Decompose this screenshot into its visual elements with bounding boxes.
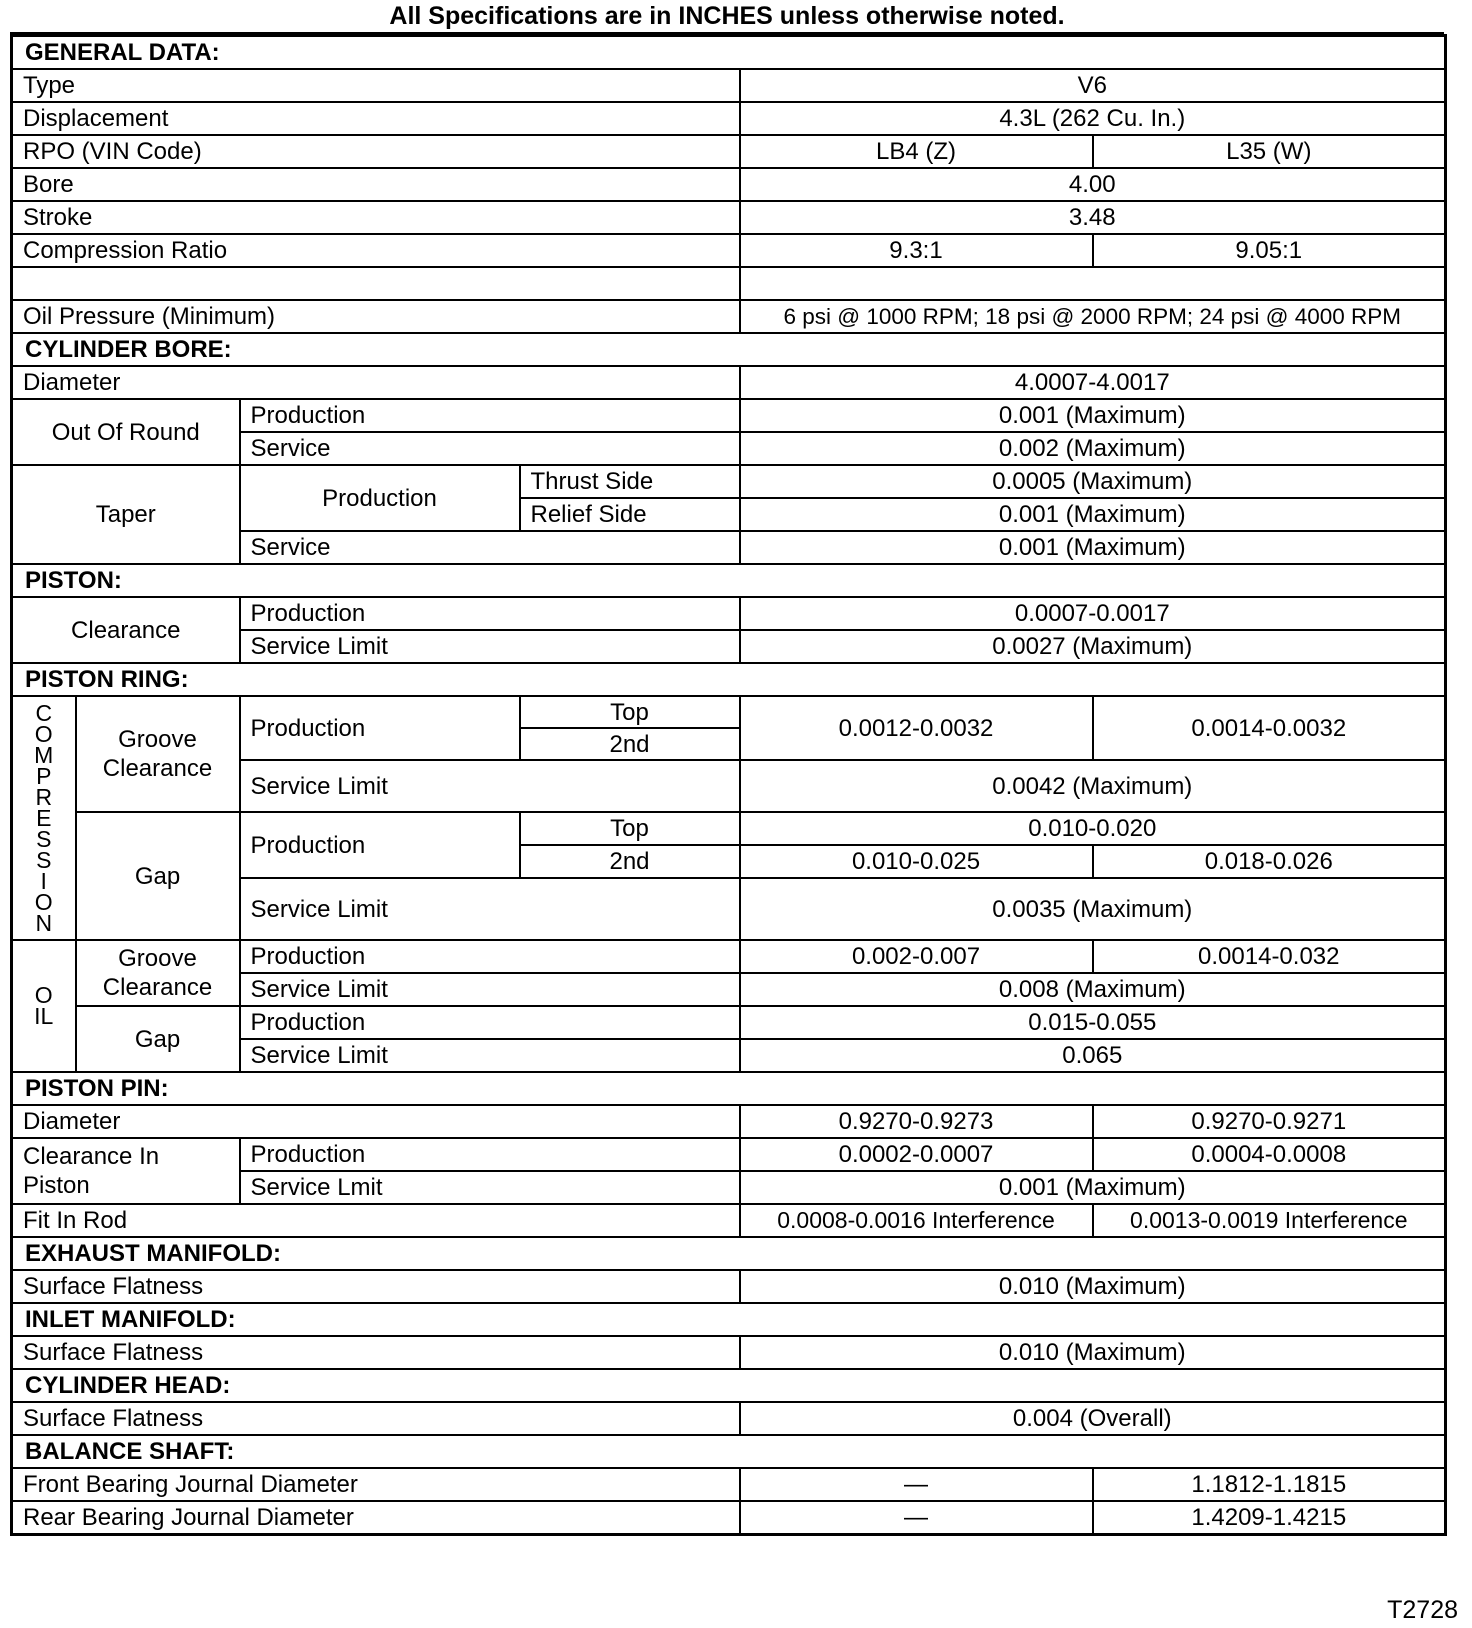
table-row bbox=[12, 201, 1446, 234]
table-row bbox=[12, 696, 1446, 728]
page-header: All Specifications are in INCHES unless otherwise noted. bbox=[10, 0, 1444, 35]
table-row bbox=[12, 1072, 1446, 1105]
row-label: Surface Flatness bbox=[12, 1270, 740, 1303]
row-value: 0.002 (Maximum) bbox=[740, 432, 1446, 465]
row-label: Bore bbox=[12, 168, 740, 201]
row-label: Displacement bbox=[12, 102, 740, 135]
row-label: Diameter bbox=[12, 1105, 740, 1138]
row-label: Production bbox=[240, 399, 740, 432]
row-value: 0.010 (Maximum) bbox=[740, 1270, 1446, 1303]
fit-lb4: 0.0008-0.0016 Interference bbox=[740, 1204, 1093, 1237]
row-label: Service Limit bbox=[240, 1039, 740, 1072]
section-exhaust-manifold: EXHAUST MANIFOLD: bbox=[12, 1237, 1446, 1270]
row-label: Production bbox=[240, 1138, 740, 1171]
row-label: Front Bearing Journal Diameter bbox=[12, 1468, 740, 1501]
clearance-label: Clearance bbox=[12, 597, 240, 663]
row-label: RPO (VIN Code) bbox=[12, 135, 740, 168]
out-of-round-label: Out Of Round bbox=[12, 399, 240, 465]
thrust-side-label: Thrust Side bbox=[520, 465, 740, 498]
top-label: Top bbox=[520, 812, 740, 845]
table-row bbox=[12, 69, 1446, 102]
row-label: Compression Ratio bbox=[12, 234, 740, 267]
section-cylinder-bore: CYLINDER BORE: bbox=[12, 333, 1446, 366]
row-value: 0.0007-0.0017 bbox=[740, 597, 1446, 630]
front-lb4: — bbox=[740, 1468, 1093, 1501]
row-label: Production bbox=[240, 812, 520, 878]
rpo-l35: L35 (W) bbox=[1093, 135, 1446, 168]
row-value: 0.008 (Maximum) bbox=[740, 973, 1446, 1006]
row-label: Service bbox=[240, 432, 740, 465]
section-piston-ring: PISTON RING: bbox=[12, 663, 1446, 696]
gap-2nd-l35: 0.018-0.026 bbox=[1093, 845, 1446, 878]
row-value: 0.0027 (Maximum) bbox=[740, 630, 1446, 663]
table-row bbox=[12, 135, 1446, 168]
oil-groove-clearance-label: Groove Clearance bbox=[76, 940, 240, 1006]
gap-label: Gap bbox=[76, 812, 240, 940]
row-label: Surface Flatness bbox=[12, 1402, 740, 1435]
table-row bbox=[12, 1402, 1446, 1435]
row-label: Service Lmit bbox=[240, 1171, 740, 1204]
row-label: Diameter bbox=[12, 366, 740, 399]
row-value: 0.0042 (Maximum) bbox=[740, 760, 1446, 812]
oil-groove-prod-lb4: 0.002-0.007 bbox=[740, 940, 1093, 973]
row-value: 0.001 (Maximum) bbox=[740, 531, 1446, 564]
table-row bbox=[12, 1501, 1446, 1535]
table-row bbox=[12, 564, 1446, 597]
row-label: Production bbox=[240, 1006, 740, 1039]
table-row bbox=[12, 168, 1446, 201]
row-value: 6 psi @ 1000 RPM; 18 psi @ 2000 RPM; 24 psi @ 4000 RPM bbox=[740, 300, 1446, 333]
clearance-in-piston-label: Clearance In Piston bbox=[12, 1138, 240, 1204]
row-label: Service bbox=[240, 531, 740, 564]
table-row bbox=[12, 465, 1446, 498]
row-label: Service Limit bbox=[240, 878, 740, 940]
table-row bbox=[12, 234, 1446, 267]
row-value: V6 bbox=[740, 69, 1446, 102]
table-row bbox=[12, 597, 1446, 630]
spec-table bbox=[10, 34, 1447, 1536]
pin-prod-lb4: 0.0002-0.0007 bbox=[740, 1138, 1093, 1171]
cr-l35: 9.05:1 bbox=[1093, 234, 1446, 267]
section-cylinder-head: CYLINDER HEAD: bbox=[12, 1369, 1446, 1402]
row-label: Rear Bearing Journal Diameter bbox=[12, 1501, 740, 1535]
taper-production-label: Production bbox=[240, 465, 520, 531]
table-row bbox=[12, 1369, 1446, 1402]
section-piston: PISTON: bbox=[12, 564, 1446, 597]
row-label: Production bbox=[240, 940, 740, 973]
section-balance-shaft: BALANCE SHAFT: bbox=[12, 1435, 1446, 1468]
row-label: Fit In Rod bbox=[12, 1204, 740, 1237]
front-l35: 1.1812-1.1815 bbox=[1093, 1468, 1446, 1501]
pin-diameter-lb4: 0.9270-0.9273 bbox=[740, 1105, 1093, 1138]
row-value: 0.001 (Maximum) bbox=[740, 399, 1446, 432]
row-label: Service Limit bbox=[240, 760, 740, 812]
groove-prod-lb4: 0.0012-0.0032 bbox=[740, 696, 1093, 760]
rear-l35: 1.4209-1.4215 bbox=[1093, 1501, 1446, 1535]
table-row bbox=[12, 1237, 1446, 1270]
table-row bbox=[12, 333, 1446, 366]
gap-top-value: 0.010-0.020 bbox=[740, 812, 1446, 845]
pin-prod-l35: 0.0004-0.0008 bbox=[1093, 1138, 1446, 1171]
table-row bbox=[12, 812, 1446, 845]
row-value: 4.0007-4.0017 bbox=[740, 366, 1446, 399]
table-row bbox=[12, 1204, 1446, 1237]
row-value: 0.0035 (Maximum) bbox=[740, 878, 1446, 940]
table-row bbox=[12, 102, 1446, 135]
table-row bbox=[12, 940, 1446, 973]
empty-cell bbox=[12, 267, 740, 300]
compression-vertical-label: COMPRESSION bbox=[12, 696, 76, 940]
table-row bbox=[12, 1336, 1446, 1369]
table-row bbox=[12, 1270, 1446, 1303]
table-row bbox=[12, 1105, 1446, 1138]
row-label: Type bbox=[12, 69, 740, 102]
table-row bbox=[12, 1006, 1446, 1039]
section-general-data: GENERAL DATA: bbox=[12, 36, 1446, 70]
row-value: 3.48 bbox=[740, 201, 1446, 234]
rpo-lb4: LB4 (Z) bbox=[740, 135, 1093, 168]
oil-gap-label: Gap bbox=[76, 1006, 240, 1072]
row-value: 0.010 (Maximum) bbox=[740, 1336, 1446, 1369]
row-value: 0.015-0.055 bbox=[740, 1006, 1446, 1039]
row-label: Oil Pressure (Minimum) bbox=[12, 300, 740, 333]
row-value: 0.001 (Maximum) bbox=[740, 498, 1446, 531]
row-value: 0.065 bbox=[740, 1039, 1446, 1072]
cr-lb4: 9.3:1 bbox=[740, 234, 1093, 267]
row-value: 4.00 bbox=[740, 168, 1446, 201]
table-row bbox=[12, 1435, 1446, 1468]
table-row bbox=[12, 300, 1446, 333]
table-row bbox=[12, 1303, 1446, 1336]
top-label: Top bbox=[520, 696, 740, 728]
table-row bbox=[12, 399, 1446, 432]
table-row bbox=[12, 366, 1446, 399]
row-label: Service Limit bbox=[240, 973, 740, 1006]
row-value: 4.3L (262 Cu. In.) bbox=[740, 102, 1446, 135]
second-label: 2nd bbox=[520, 845, 740, 878]
section-piston-pin: PISTON PIN: bbox=[12, 1072, 1446, 1105]
row-label: Production bbox=[240, 696, 520, 760]
oil-groove-prod-l35: 0.0014-0.032 bbox=[1093, 940, 1446, 973]
row-value: 0.0005 (Maximum) bbox=[740, 465, 1446, 498]
table-row bbox=[12, 1138, 1446, 1171]
table-row bbox=[12, 663, 1446, 696]
groove-prod-l35: 0.0014-0.0032 bbox=[1093, 696, 1446, 760]
groove-clearance-label: Groove Clearance bbox=[76, 696, 240, 812]
pin-diameter-l35: 0.9270-0.9271 bbox=[1093, 1105, 1446, 1138]
table-row bbox=[12, 1468, 1446, 1501]
oil-vertical-label: OIL bbox=[12, 940, 76, 1072]
section-inlet-manifold: INLET MANIFOLD: bbox=[12, 1303, 1446, 1336]
table-row bbox=[12, 36, 1446, 70]
row-value: 0.004 (Overall) bbox=[740, 1402, 1446, 1435]
figure-code: T2728 bbox=[1387, 1596, 1458, 1624]
rear-lb4: — bbox=[740, 1501, 1093, 1535]
row-label: Surface Flatness bbox=[12, 1336, 740, 1369]
row-value: 0.001 (Maximum) bbox=[740, 1171, 1446, 1204]
taper-label: Taper bbox=[12, 465, 240, 564]
second-label: 2nd bbox=[520, 728, 740, 760]
gap-2nd-lb4: 0.010-0.025 bbox=[740, 845, 1093, 878]
table-row bbox=[12, 267, 1446, 300]
row-label: Stroke bbox=[12, 201, 740, 234]
fit-l35: 0.0013-0.0019 Interference bbox=[1093, 1204, 1446, 1237]
relief-side-label: Relief Side bbox=[520, 498, 740, 531]
row-label: Production bbox=[240, 597, 740, 630]
empty-cell bbox=[740, 267, 1446, 300]
row-label: Service Limit bbox=[240, 630, 740, 663]
